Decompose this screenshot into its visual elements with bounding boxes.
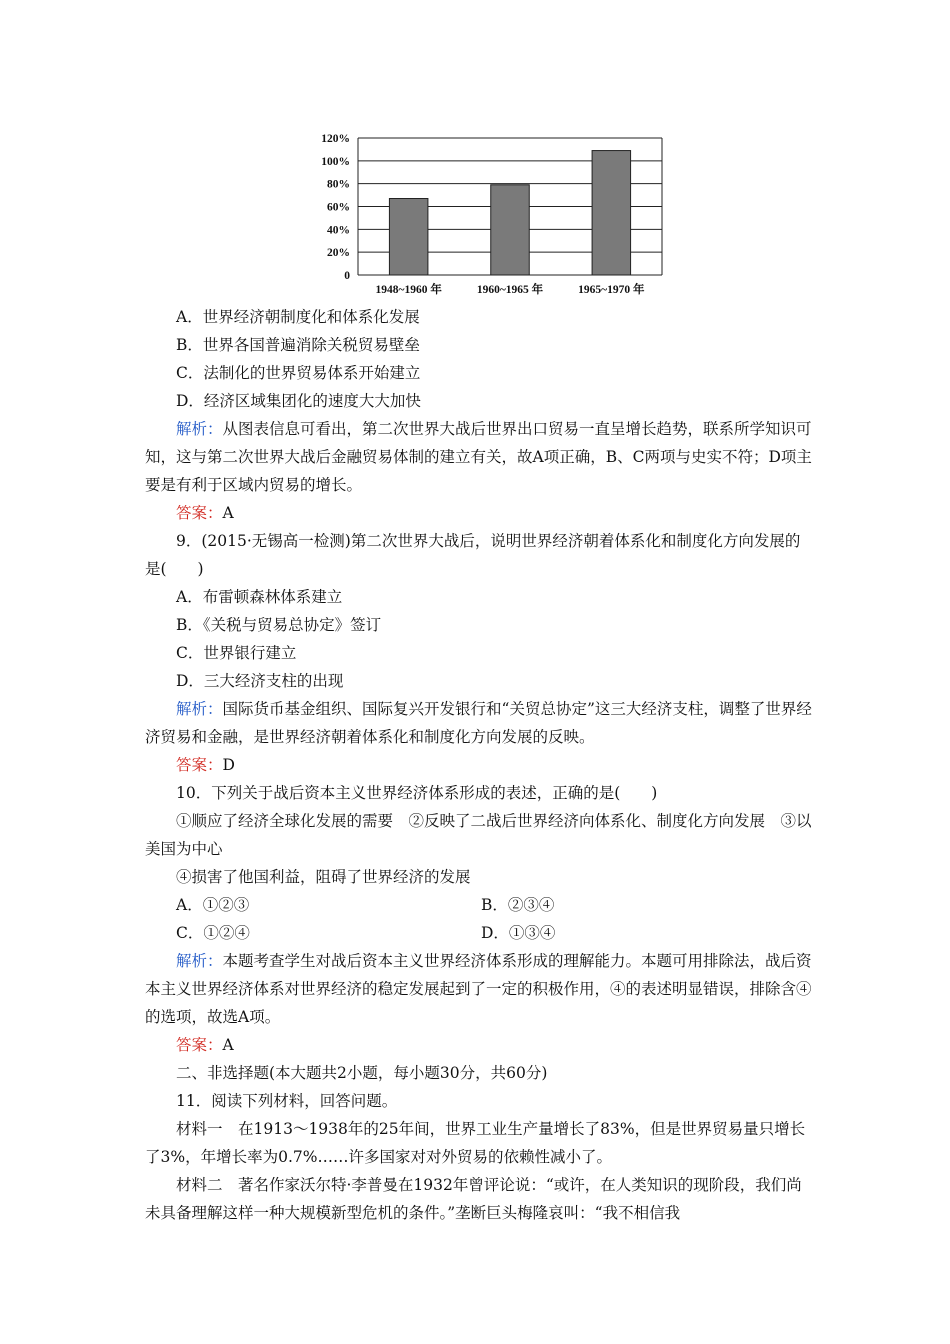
answer-label: 答案： [176, 1036, 223, 1054]
q10-analysis [145, 947, 815, 1031]
y-tick-label: 40% [327, 224, 350, 237]
q9-option-d: D．三大经济支柱的出现 [176, 672, 344, 690]
q8-analysis [145, 415, 815, 499]
answer-label: 答案： [176, 504, 223, 522]
q10-items: ①顺应了经济全球化发展的需要 ②反映了二战后世界经济向体系化、制度化方向发展 ③以美国为中心 [145, 812, 812, 858]
y-tick-label: 0 [344, 270, 350, 282]
analysis-text: 国际货币基金组织、国际复兴开发银行和“关贸总协定”这三大经济支柱，调整了世界经济贸易和金融，是世界经济朝着体系化和制度化方向发展的反映。 [145, 700, 812, 746]
q9-answer [145, 751, 815, 779]
analysis-label: 解析： [176, 700, 223, 718]
answer-label: 答案： [176, 756, 223, 774]
analysis-label: 解析： [176, 952, 223, 970]
q10-item4: ④损害了他国利益，阻碍了世界经济的发展 [176, 868, 471, 886]
bar [491, 185, 530, 275]
q9-option-c: C．世界银行建立 [176, 644, 297, 662]
q10-options-row-2 [145, 919, 815, 947]
q9-option-a: A．布雷顿森林体系建立 [176, 588, 343, 606]
q8-option-b: B．世界各国普遍消除关税贸易壁垒 [176, 336, 420, 354]
q10-stem: 10．下列关于战后资本主义世界经济体系形成的表述，正确的是( ) [176, 784, 658, 802]
y-tick-label: 80% [327, 178, 350, 191]
q8-answer [145, 499, 815, 527]
material-2: 材料二 著名作家沃尔特·李普曼在1932年曾评论说：“或许，在人类知识的现阶段，我们尚未具备理解这样一种大规模新型危机的条件。”垄断巨头梅隆哀叫：“我不相信我 [145, 1176, 802, 1222]
answer-text: A [222, 1036, 234, 1054]
q11-stem: 11．阅读下列材料，回答问题。 [176, 1092, 398, 1110]
q10-option-d: D．①③④ [481, 924, 556, 942]
bar-chart [310, 128, 670, 300]
q8-option-c: C．法制化的世界贸易体系开始建立 [176, 364, 421, 382]
x-tick-label: 1960~1965 年 [476, 284, 544, 296]
bar [389, 199, 428, 275]
analysis-text: 从图表信息可看出，第二次世界大战后世界出口贸易一直呈增长趋势，联系所学知识可知，这与第二次世界大战后金融贸易体制的建立有关，故A项正确，B、C两项与史实不符；D项主要是有利于区域内贸易的增长。 [145, 420, 812, 494]
q10-answer [145, 1031, 815, 1059]
material-1: 材料一 在1913～1938年的25年间，世界工业生产量增长了83%，但是世界贸易量只增长了3%，年增长率为0.7%……许多国家对对外贸易的依赖性减小了。 [145, 1120, 806, 1166]
document-body [145, 303, 815, 1227]
y-tick-label: 120% [321, 133, 350, 145]
q9-analysis [145, 695, 815, 751]
q10-option-a: A．①②③ [176, 896, 250, 914]
q9-stem: 9．(2015·无锡高一检测)第二次世界大战后，说明世界经济朝着体系化和制度化方向发展的是( ) [145, 532, 801, 578]
answer-text: D [222, 756, 235, 774]
answer-text: A [222, 504, 234, 522]
section-heading: 二、非选择题(本大题共2小题，每小题30分，共60分) [176, 1064, 548, 1082]
y-tick-label: 20% [327, 247, 350, 260]
analysis-text: 本题考查学生对战后资本主义世界经济体系形成的理解能力。本题可用排除法，战后资本主义世界经济体系对世界经济的稳定发展起到了一定的积极作用，④的表述明显错误，排除含④的选项，故选A项。 [145, 952, 812, 1026]
q9-option-b: B．《关税与贸易总协定》签订 [176, 616, 382, 634]
q8-option-a: A．世界经济朝制度化和体系化发展 [176, 308, 420, 326]
q10-option-c: C．①②④ [176, 924, 250, 942]
bar [592, 151, 631, 275]
q10-option-b: B．②③④ [481, 896, 555, 914]
x-tick-label: 1965~1970 年 [578, 284, 645, 296]
q8-option-d: D．经济区域集团化的速度大大加快 [176, 392, 421, 410]
y-tick-label: 60% [327, 201, 350, 214]
analysis-label: 解析： [176, 420, 223, 438]
y-tick-label: 100% [321, 155, 350, 168]
x-tick-label: 1948~1960 年 [375, 284, 442, 296]
q10-options-row-1 [145, 891, 815, 919]
